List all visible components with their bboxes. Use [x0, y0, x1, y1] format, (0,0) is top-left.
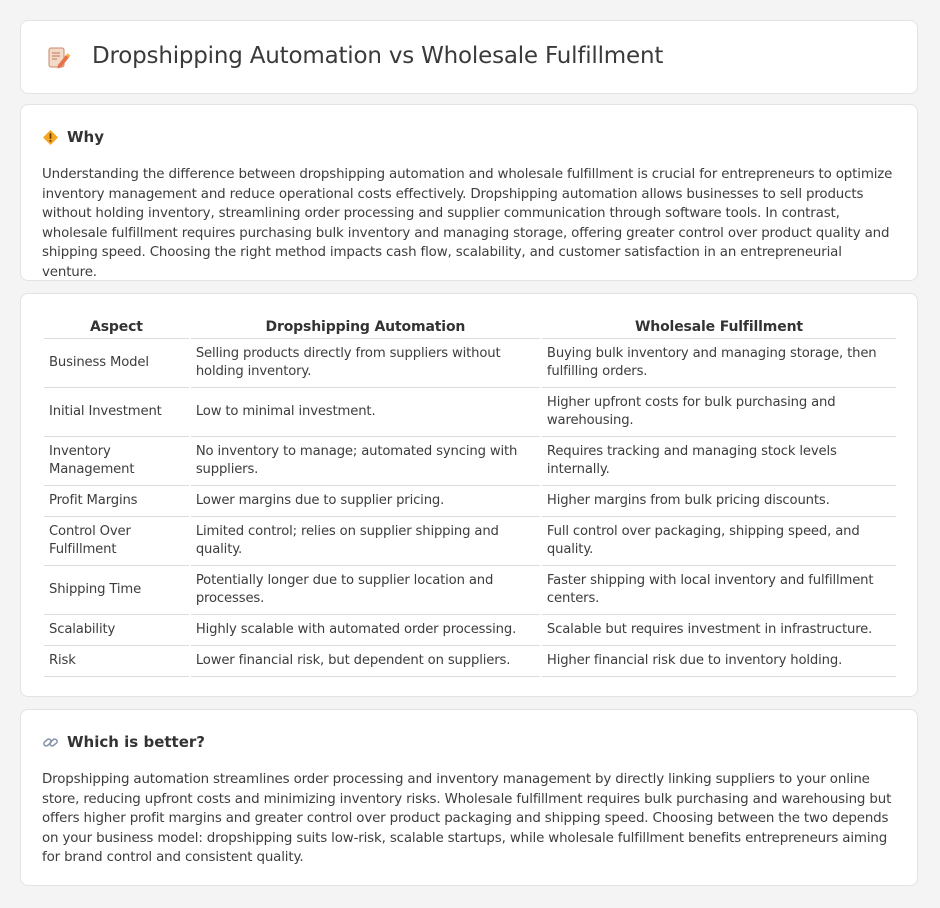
dropshipping-cell: Potentially longer due to supplier location and processes. [191, 566, 540, 615]
better-text: Dropshipping automation streamlines order processing and inventory management by directly linking suppliers to your online store, reducing upfront costs and minimizing inventory risks. Wholesale fulfillment requires bulk purchasing and warehousing but offers higher profit margins and greater control over product packaging and shipping speed. Choosing between the two depends on your business model: dropshipping suits low-risk, scalable startups, while wholesale fulfillment benefits entrepreneurs aiming for brand control and consistent quality. [42, 772, 892, 866]
wholesale-cell: Buying bulk inventory and managing storage, then fulfilling orders. [542, 339, 896, 388]
table-header-row [44, 316, 896, 339]
comparison-card [20, 293, 918, 697]
header-aspect: Aspect [44, 316, 189, 339]
table-row [44, 646, 896, 677]
better-title: Which is better? [67, 733, 205, 751]
table-row [44, 517, 896, 566]
wholesale-cell: Requires tracking and managing stock levels internally. [542, 437, 896, 486]
comparison-table [42, 316, 898, 677]
why-heading [42, 127, 104, 147]
dropshipping-cell: Highly scalable with automated order processing. [191, 615, 540, 646]
table-row [44, 437, 896, 486]
dropshipping-cell: Limited control; relies on supplier shipping and quality. [191, 517, 540, 566]
wholesale-cell: Higher upfront costs for bulk purchasing and warehousing. [542, 388, 896, 437]
table-row [44, 566, 896, 615]
wholesale-cell: Full control over packaging, shipping speed, and quality. [542, 517, 896, 566]
dropshipping-cell: No inventory to manage; automated syncing with suppliers. [191, 437, 540, 486]
dropshipping-cell: Lower margins due to supplier pricing. [191, 486, 540, 517]
aspect-cell: Scalability [44, 615, 189, 646]
wholesale-cell: Higher margins from bulk pricing discounts. [542, 486, 896, 517]
aspect-cell: Profit Margins [44, 486, 189, 517]
page-title: Dropshipping Automation vs Wholesale Fulfillment [92, 43, 664, 69]
document-pencil-icon [45, 45, 71, 71]
link-icon [42, 734, 59, 751]
table-row [44, 615, 896, 646]
better-heading [42, 732, 205, 752]
which-is-better-section [20, 709, 918, 886]
table-row [44, 339, 896, 388]
title-card [20, 20, 918, 94]
aspect-cell: Business Model [44, 339, 189, 388]
aspect-cell: Shipping Time [44, 566, 189, 615]
wholesale-cell: Scalable but requires investment in infrastructure. [542, 615, 896, 646]
table-row [44, 486, 896, 517]
aspect-cell: Risk [44, 646, 189, 677]
dropshipping-cell: Lower financial risk, but dependent on suppliers. [191, 646, 540, 677]
wholesale-cell: Faster shipping with local inventory and fulfillment centers. [542, 566, 896, 615]
wholesale-cell: Higher financial risk due to inventory holding. [542, 646, 896, 677]
aspect-cell: Inventory Management [44, 437, 189, 486]
table-row [44, 388, 896, 437]
aspect-cell: Initial Investment [44, 388, 189, 437]
dropshipping-cell: Selling products directly from suppliers without holding inventory. [191, 339, 540, 388]
why-title: Why [67, 128, 105, 146]
why-text: Understanding the difference between dropshipping automation and wholesale fulfillment is crucial for entrepreneurs to optimize inventory management and reduce operational costs effectively. Dropshipping automation allows businesses to sell products without holding inventory, streamlining order processing and supplier communication through software tools. In contrast, wholesale fulfillment requires purchasing bulk inventory and managing storage, offering greater control over product quality and shipping speed. Choosing the right method impacts cash flow, scalability, and customer satisfaction in an entrepreneurial venture. [42, 167, 893, 280]
why-section [20, 104, 918, 281]
diamond-sign-icon [42, 129, 59, 146]
dropshipping-cell: Low to minimal investment. [191, 388, 540, 437]
header-wholesale: Wholesale Fulfillment [542, 316, 896, 339]
aspect-cell: Control Over Fulfillment [44, 517, 189, 566]
header-dropshipping: Dropshipping Automation [191, 316, 540, 339]
